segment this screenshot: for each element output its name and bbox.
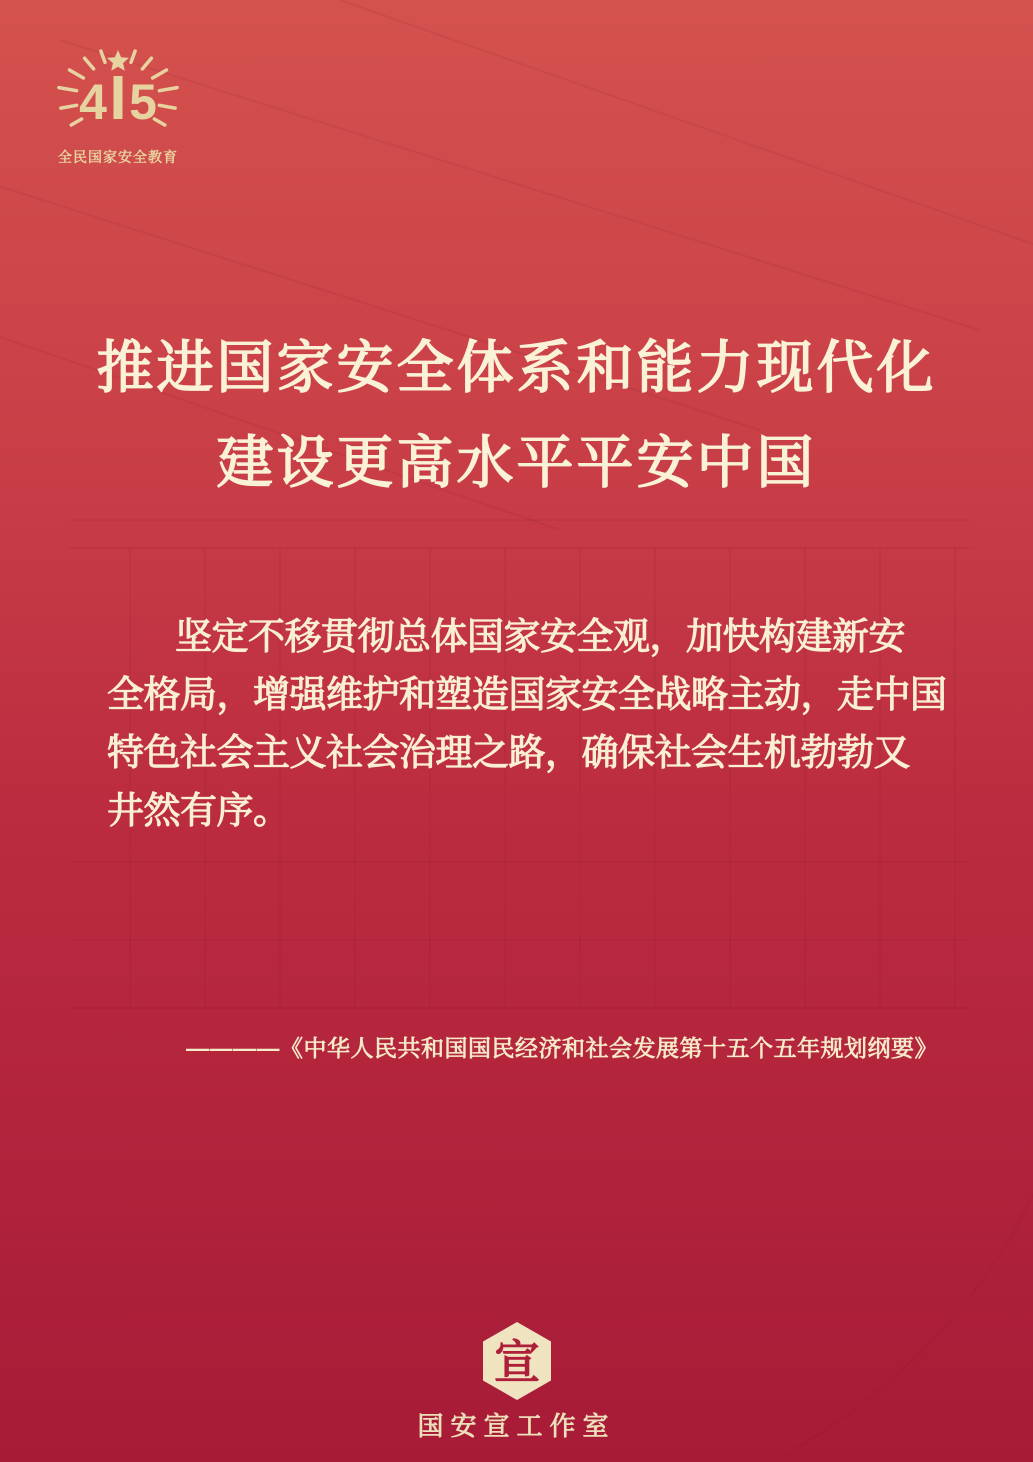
title-line-1: 推进国家安全体系和能力现代化	[96, 336, 937, 400]
studio-name: 国安宣工作室	[417, 1412, 616, 1441]
footer	[0, 1322, 1033, 1443]
quote-line: 坚定不移贯彻总体国家安全观，加快构建新安	[175, 616, 905, 657]
nsed-415-logo	[52, 44, 184, 167]
seal-character: 宣	[493, 1335, 540, 1389]
logo-digit-1-bar	[114, 76, 123, 119]
logo-subtitle: 全民国家安全教育	[58, 149, 178, 165]
poster-title	[0, 321, 1033, 511]
star-icon	[107, 50, 129, 71]
415-burst-mark	[52, 44, 184, 140]
quote-paragraph	[107, 608, 947, 840]
attribution-source: ————《中华人民共和国国民经济和社会发展第十五个五年规划纲要》	[186, 1035, 938, 1061]
quote-line: 井然有序。	[107, 790, 290, 831]
logo-digit-4: 4	[79, 74, 107, 130]
quote-line: 全格局，增强维护和塑造国家安全战略主动，走中国	[107, 674, 947, 715]
seal-hexagon-logo	[483, 1322, 551, 1400]
quote-line: 特色社会主义社会治理之路，确保社会生机勃勃又	[107, 732, 910, 773]
logo-digit-5: 5	[129, 74, 157, 130]
title-line-2: 建设更高水平平安中国	[216, 431, 817, 495]
